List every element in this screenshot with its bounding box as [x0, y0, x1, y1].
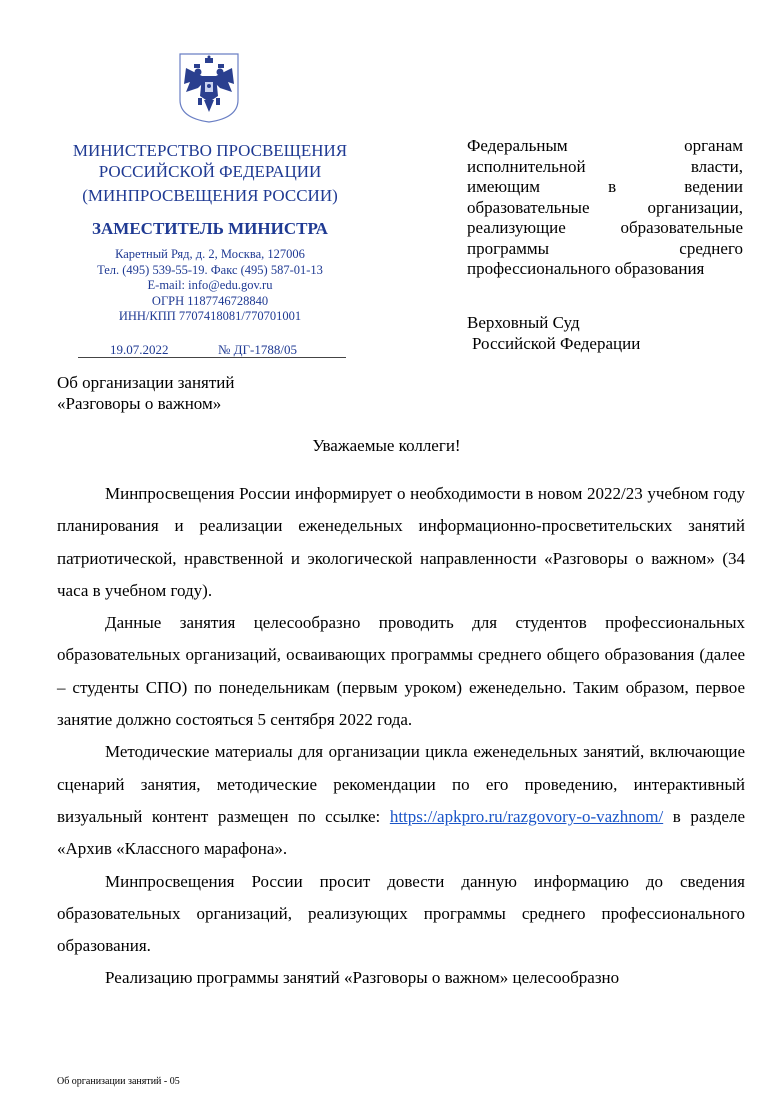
body-paragraph-4: Минпросвещения России просит довести данную информацию до сведения образовательных организаций, реализующих программы среднего профессионального образования.	[57, 871, 745, 956]
subject-line1: Об организации занятий	[57, 373, 235, 392]
letter-date: 19.07.2022	[110, 342, 169, 357]
position-title: ЗАМЕСТИТЕЛЬ МИНИСТРА	[92, 219, 328, 238]
page-footer: Об организации занятий - 05	[57, 1076, 180, 1087]
materials-link[interactable]: https://apkpro.ru/razgovory-o-vazhnom/	[389, 806, 664, 826]
addressee-line: реализующие образовательные	[467, 218, 743, 237]
address: Каретный Ряд, д. 2, Москва, 127006	[115, 247, 305, 261]
ministry-line2: РОССИЙСКОЙ ФЕДЕРАЦИИ	[98, 162, 322, 181]
inn-kpp: ИНН/КПП 7707418081/770701001	[118, 309, 302, 323]
ministry-line1: МИНИСТЕРСТВО ПРОСВЕЩЕНИЯ	[72, 141, 348, 160]
email: E-mail: info@edu.gov.ru	[147, 278, 273, 292]
body-paragraph-5: Реализацию программы занятий «Разговоры о важном» целесообразно	[105, 968, 620, 988]
contact-block	[55, 247, 365, 325]
registration-underline	[78, 357, 346, 358]
state-emblem-icon	[176, 50, 242, 124]
addressee-line: Федеральным органам	[467, 136, 743, 155]
addressee-line: образовательные организации,	[467, 197, 743, 217]
letter-body	[57, 478, 745, 995]
court-line2: Российской Федерации	[472, 333, 641, 353]
phone-fax: Тел. (495) 539-55-19. Факс (495) 587-01-13	[97, 262, 323, 277]
addressee-line: программы среднего	[467, 238, 743, 258]
body-paragraph-2: Данные занятия целесообразно проводить для студентов профессиональных образовательных организаций, осваивающих программы среднего общего образования (далее – студенты СПО) по понедельникам (первым уроком) еженедельно. Таким образом, первое занятие должно состояться 5 сентября 2022 года.	[57, 613, 745, 730]
addressee-line: профессионального образования	[467, 259, 705, 278]
court-line1: Верховный Суд	[467, 313, 580, 332]
ogrn: ОГРН 1187746728840	[151, 293, 269, 308]
body-paragraph-3	[57, 736, 745, 865]
registration-line	[78, 340, 346, 358]
addressee-line: имеющим в ведении	[467, 177, 743, 196]
paragraph-3-tail: в разделе «Архив «Классного марафона».	[57, 806, 745, 859]
paragraph-3-text: Методические материалы для организации цикла еженедельных занятий, включающие сценарий занятия, методические рекомендации по его проведению, интерактивный визуальный контент размещен по ссылке:	[57, 742, 745, 826]
court-addressee	[467, 313, 743, 354]
letter-number: № ДГ-1788/05	[218, 342, 297, 357]
addressee-block	[467, 136, 743, 280]
subject-line2: «Разговоры о важном»	[57, 394, 222, 413]
greeting: Уважаемые коллеги!	[312, 436, 461, 455]
letter-subject	[57, 372, 377, 414]
body-paragraph-1: Минпросвещения России информирует о необходимости в новом 2022/23 учебном году планирования и реализации еженедельных информационно-просветительских занятий патриотической, нравственной и экологической направленности «Разговоры о важном» (34 часа в учебном году).	[57, 484, 745, 600]
addressee-line: исполнительной власти,	[467, 156, 743, 176]
ministry-short-name: (МИНПРОСВЕЩЕНИЯ РОССИИ)	[82, 186, 338, 205]
ministry-name	[55, 140, 365, 206]
